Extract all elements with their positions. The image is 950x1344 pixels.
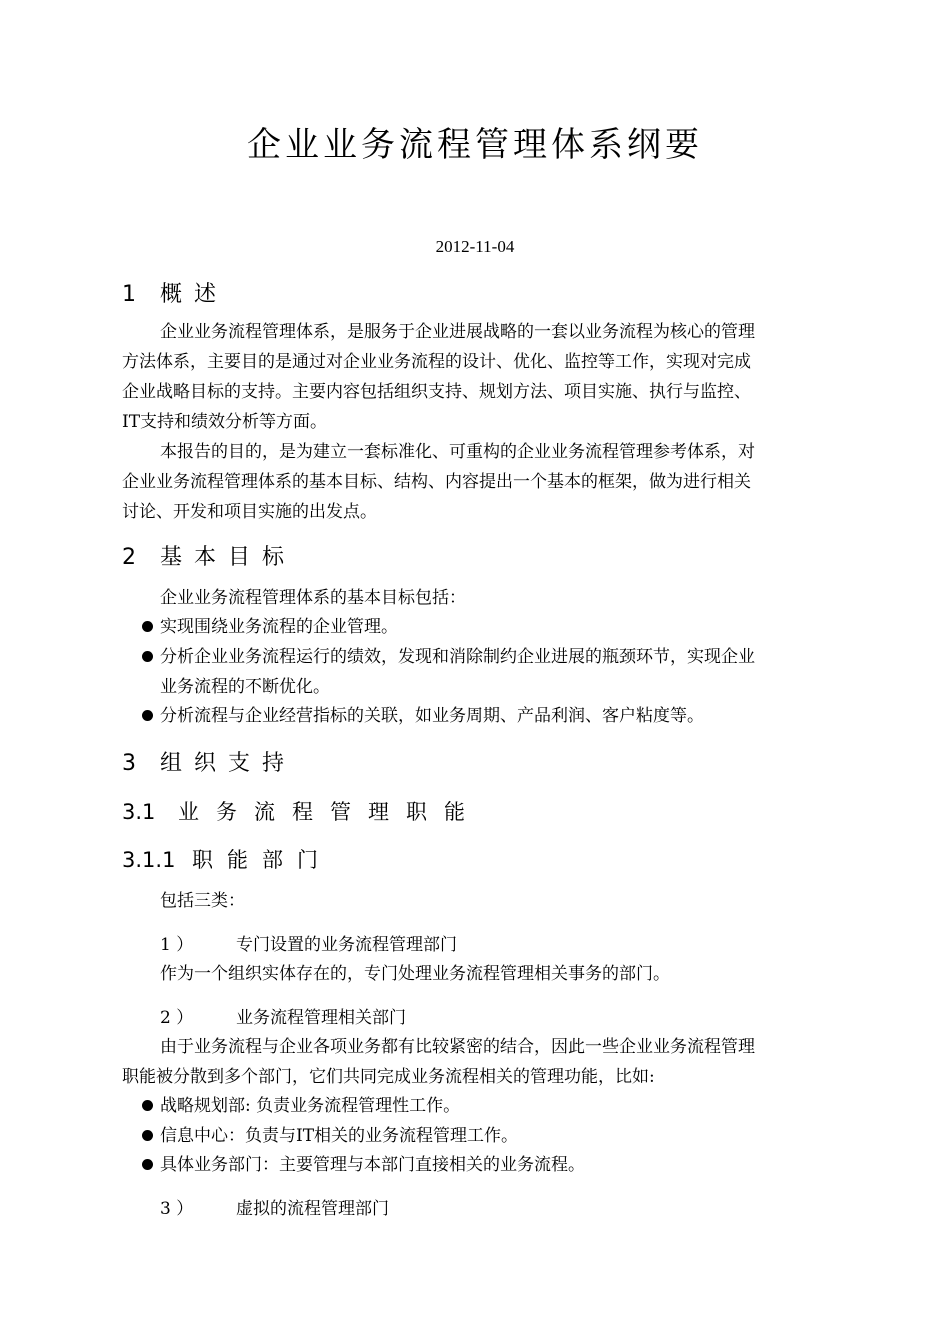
bullet-icon: [142, 1100, 153, 1111]
bullet-icon: [142, 621, 153, 632]
paragraph-line: 企业业务流程管理体系，是服务于企业进展战略的一套以业务流程为核心的管理: [160, 322, 755, 342]
section-title: 业务流程管理职能: [178, 800, 482, 824]
section-2-heading: [122, 543, 296, 573]
section-number: 3.1: [122, 800, 156, 824]
section-title: 基本目标: [160, 545, 297, 570]
section-title: 职能部门: [192, 848, 332, 872]
paragraph-line: 由于业务流程与企业各项业务都有比较紧密的结合，因此一些企业业务流程管理: [160, 1037, 755, 1057]
bullet-item: 具体业务部门：主要管理与本部门直接相关的业务流程。: [160, 1155, 585, 1175]
paragraph-line: 作为一个组织实体存在的，专门处理业务流程管理相关事务的部门。: [160, 964, 670, 984]
section-number: 3: [122, 751, 136, 776]
item-label: 专门设置的业务流程管理部门: [236, 935, 457, 955]
paragraph-line: 本报告的目的，是为建立一套标准化、可重构的企业业务流程管理参考体系，对: [160, 442, 755, 462]
section-1-heading: [122, 280, 228, 310]
document-date: 2012-11-04: [435, 237, 515, 256]
document-title: 企业业务流程管理体系纲要: [247, 125, 703, 165]
subsection-3-1-1-heading: [122, 845, 332, 875]
bullet-icon: [142, 710, 153, 721]
bullet-item-continued: 业务流程的不断优化。: [160, 677, 330, 697]
bullet-item: 信息中心：负责与IT相关的业务流程管理工作。: [160, 1126, 519, 1146]
bullet-item: 分析企业业务流程运行的绩效，发现和消除制约企业进展的瓶颈环节，实现企业: [160, 647, 755, 667]
item-label: 业务流程管理相关部门: [236, 1008, 406, 1028]
paragraph-line: 企业业务流程管理体系的基本目标包括：: [160, 588, 466, 608]
item-number: 3 ）: [160, 1199, 194, 1219]
paragraph-line: 方法体系，主要目的是通过对企业业务流程的设计、优化、监控等工作，实现对完成: [122, 352, 751, 372]
bullet-item: 实现围绕业务流程的企业管理。: [160, 617, 398, 637]
section-number: 2: [122, 545, 136, 570]
paragraph-line: IT支持和绩效分析等方面。: [122, 412, 328, 432]
paragraph-line: 企业战略目标的支持。主要内容包括组织支持、规划方法、项目实施、执行与监控、: [122, 382, 751, 402]
section-3-heading: [122, 749, 296, 779]
paragraph-line: 包括三类：: [160, 891, 245, 911]
paragraph-line: 企业业务流程管理体系的基本目标、结构、内容提出一个基本的框架，做为进行相关: [122, 472, 751, 492]
paragraph-line: 讨论、开发和项目实施的出发点。: [122, 502, 377, 522]
item-label: 虚拟的流程管理部门: [236, 1199, 389, 1219]
bullet-item: 分析流程与企业经营指标的关联，如业务周期、产品利润、客户粘度等。: [160, 706, 704, 726]
item-number: 2 ）: [160, 1008, 194, 1028]
section-number: 3.1.1: [122, 848, 176, 872]
paragraph-line: 职能被分散到多个部门，它们共同完成业务流程相关的管理功能，比如:: [122, 1067, 655, 1087]
bullet-icon: [142, 1130, 153, 1141]
bullet-icon: [142, 1159, 153, 1170]
section-title: 组织支持: [160, 751, 297, 776]
section-number: 1: [122, 282, 136, 307]
bullet-icon: [142, 651, 153, 662]
subsection-3-1-heading: [122, 797, 482, 827]
section-title: 概述: [160, 282, 229, 307]
item-number: 1 ）: [160, 935, 194, 955]
bullet-item: 战略规划部: 负责业务流程管理性工作。: [160, 1096, 461, 1116]
